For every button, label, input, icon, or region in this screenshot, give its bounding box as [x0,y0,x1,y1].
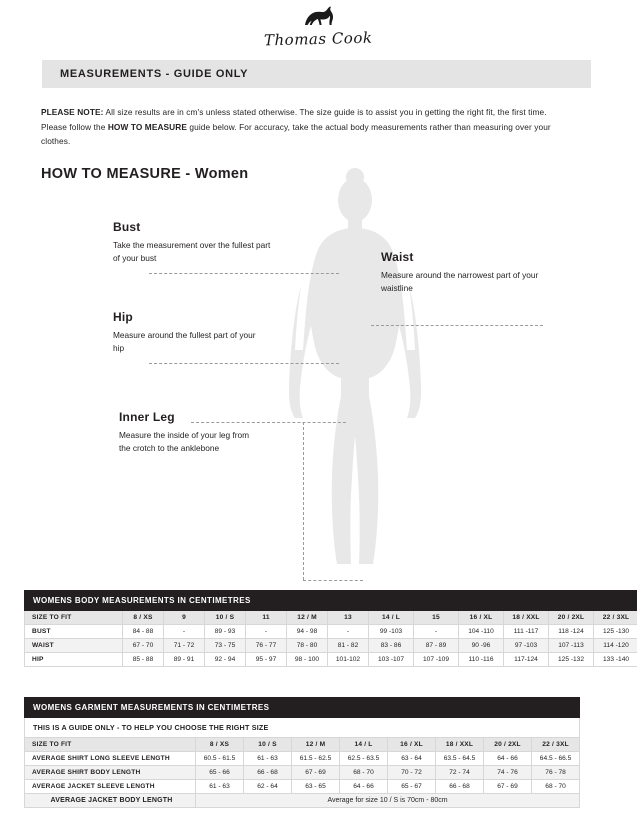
bust-guide-line [149,273,339,274]
garment-jacket-sleeve-16xl: 65 - 67 [388,780,436,794]
garment-shirt-body-10s: 66 - 68 [244,766,292,780]
garment-shirt-sleeve-18xxl: 63.5 - 64.5 [436,752,484,766]
garment-col-12m: 12 / M [292,738,340,752]
body-waist-11: 76 - 77 [246,639,287,653]
callout-bust-body: Take the measurement over the fullest part of your bust [113,240,271,263]
body-bust-18xxl: 111 -117 [504,625,549,639]
garment-shirt-body-14l: 68 - 70 [340,766,388,780]
table-row [25,794,580,808]
body-col-20-2xl: 20 / 2XL [549,611,594,625]
body-col-8xs: 8 / XS [123,611,164,625]
body-col-size-to-fit: SIZE TO FIT [25,611,123,625]
callout-inner-leg-body: Measure the inside of your leg from the crotch to the anklebone [119,430,250,453]
garment-shirt-body-12m: 67 - 69 [292,766,340,780]
garment-shirt-sleeve-14l: 62.5 - 63.5 [340,752,388,766]
body-col-9: 9 [164,611,205,625]
garment-col-20-2xl: 20 / 2XL [484,738,532,752]
body-row-bust-label: BUST [25,625,123,639]
body-waist-14l: 83 - 86 [369,639,414,653]
hip-guide-line [149,363,339,364]
body-waist-16xl: 90 -96 [459,639,504,653]
brand-name: Thomas Cook [264,28,373,50]
body-hip-11: 95 - 97 [246,653,287,667]
body-bust-10s: 89 - 93 [205,625,246,639]
body-col-10s: 10 / S [205,611,246,625]
womens-body-measurements-table [24,590,637,667]
garment-col-10s: 10 / S [244,738,292,752]
measurement-figure-area [41,160,590,580]
brand-logo [0,0,637,52]
garment-shirt-sleeve-8xs: 60.5 - 61.5 [196,752,244,766]
garment-col-16xl: 16 / XL [388,738,436,752]
body-col-14l: 14 / L [369,611,414,625]
body-hip-22-3xl: 133 -140 [594,653,637,667]
body-bust-11: - [246,625,287,639]
garment-col-8xs: 8 / XS [196,738,244,752]
table-row [25,766,580,780]
body-hip-9: 89 - 91 [164,653,205,667]
body-hip-15: 107 -109 [414,653,459,667]
garment-col-22-3xl: 22 / 3XL [532,738,580,752]
callout-waist-title: Waist [381,250,414,264]
note-part1: All size results are in cm's unless stated otherwise. The size guide is to assist you in getting the right fit, the first time. Please follow the [41,107,547,132]
table-row [25,780,580,794]
callout-inner-leg [119,410,259,454]
garment-guide-note: THIS IS A GUIDE ONLY - TO HELP YOU CHOOSE THE RIGHT SIZE [25,718,580,738]
body-hip-12m: 98 - 100 [287,653,328,667]
note-emphasis: HOW TO MEASURE [107,121,187,132]
garment-jacket-sleeve-14l: 64 - 66 [340,780,388,794]
womens-garment-measurements-table [24,697,580,808]
garment-shirt-body-8xs: 65 - 66 [196,766,244,780]
body-bust-20-2xl: 118 -124 [549,625,594,639]
table-row [25,653,637,667]
callout-bust-title: Bust [113,220,141,234]
garment-col-size-to-fit: SIZE TO FIT [25,738,196,752]
garment-jacket-sleeve-20-2xl: 67 - 69 [484,780,532,794]
body-waist-18xxl: 97 -103 [504,639,549,653]
body-waist-13: 81 - 82 [328,639,369,653]
body-col-22-3xl: 22 / 3XL [594,611,637,625]
body-col-16xl: 16 / XL [459,611,504,625]
garment-guide-note-row [25,718,580,738]
garment-jacket-sleeve-8xs: 61 - 63 [196,780,244,794]
note-part2: guide below. For accuracy, take the actual body measurements rather than measuring over your clothes. [41,121,551,147]
garment-col-14l: 14 / L [340,738,388,752]
body-bust-16xl: 104 -110 [459,625,504,639]
body-bust-12m: 94 - 98 [287,625,328,639]
table-row [25,625,637,639]
body-waist-9: 71 - 72 [164,639,205,653]
body-table-column-header-row [25,611,637,625]
table-row [25,752,580,766]
garment-jacket-sleeve-22-3xl: 68 - 70 [532,780,580,794]
callout-hip [113,310,263,354]
please-note-paragraph [41,105,551,149]
garment-row-jacket-body-label: AVERAGE JACKET BODY LENGTH [25,794,196,808]
callout-waist-body: Measure around the narrowest part of your waistline [381,270,539,293]
callout-hip-title: Hip [113,310,133,324]
callout-waist [381,250,541,294]
body-table-heading-row [25,591,637,611]
garment-table-heading: WOMENS GARMENT MEASUREMENTS IN CENTIMETRES [25,698,580,718]
body-hip-16xl: 110 -116 [459,653,504,667]
garment-jacket-sleeve-18xxl: 66 - 68 [436,780,484,794]
body-col-15: 15 [414,611,459,625]
measurements-title: MEASUREMENTS - GUIDE ONLY [60,68,249,80]
body-bust-8xs: 84 - 88 [123,625,164,639]
body-bust-9: - [164,625,205,639]
garment-shirt-sleeve-22-3xl: 64.5 - 66.5 [532,752,580,766]
body-table-heading: WOMENS BODY MEASUREMENTS IN CENTIMETRES [25,591,637,611]
body-bust-15: - [414,625,459,639]
garment-row-shirt-sleeve-label: AVERAGE SHIRT LONG SLEEVE LENGTH [25,752,196,766]
garment-table-column-header-row [25,738,580,752]
garment-row-jacket-sleeve-label: AVERAGE JACKET SLEEVE LENGTH [25,780,196,794]
garment-shirt-body-20-2xl: 74 - 76 [484,766,532,780]
body-bust-14l: 99 -103 [369,625,414,639]
body-col-18xxl: 18 / XXL [504,611,549,625]
body-col-12m: 12 / M [287,611,328,625]
body-waist-8xs: 67 - 70 [123,639,164,653]
inner-leg-vertical-line [303,422,304,580]
table-row [25,639,637,653]
body-row-hip-label: HIP [25,653,123,667]
garment-shirt-body-18xxl: 72 - 74 [436,766,484,780]
body-row-waist-label: WAIST [25,639,123,653]
garment-jacket-sleeve-10s: 62 - 64 [244,780,292,794]
body-waist-15: 87 - 89 [414,639,459,653]
body-hip-13: 101-102 [328,653,369,667]
garment-shirt-sleeve-12m: 61.5 - 62.5 [292,752,340,766]
waist-guide-line [371,325,543,326]
body-col-11: 11 [246,611,287,625]
garment-shirt-sleeve-16xl: 63 - 64 [388,752,436,766]
how-to-measure-heading: HOW TO MEASURE - Women [41,166,249,182]
garment-shirt-body-16xl: 70 - 72 [388,766,436,780]
body-waist-22-3xl: 114 -120 [594,639,637,653]
garment-shirt-sleeve-20-2xl: 64 - 66 [484,752,532,766]
body-waist-10s: 73 - 75 [205,639,246,653]
callout-bust [113,220,273,264]
garment-table-heading-row [25,698,580,718]
measurements-title-bar [42,60,591,88]
callout-inner-leg-title: Inner Leg [119,410,175,424]
note-lead: PLEASE NOTE: [41,107,104,117]
body-bust-13: - [328,625,369,639]
garment-jacket-body-average: Average for size 10 / S is 70cm - 80cm [196,794,580,808]
garment-col-18xxl: 18 / XXL [436,738,484,752]
inner-leg-bottom-line [303,580,363,581]
body-waist-20-2xl: 107 -113 [549,639,594,653]
horse-icon [264,5,372,30]
garment-shirt-sleeve-10s: 61 - 63 [244,752,292,766]
body-bust-22-3xl: 125 -130 [594,625,637,639]
body-hip-20-2xl: 125 -132 [549,653,594,667]
callout-hip-body: Measure around the fullest part of your hip [113,330,256,353]
garment-shirt-body-22-3xl: 76 - 78 [532,766,580,780]
garment-row-shirt-body-label: AVERAGE SHIRT BODY LENGTH [25,766,196,780]
body-hip-18xxl: 117-124 [504,653,549,667]
body-col-13: 13 [328,611,369,625]
body-hip-14l: 103 -107 [369,653,414,667]
body-hip-10s: 92 - 94 [205,653,246,667]
garment-jacket-sleeve-12m: 63 - 65 [292,780,340,794]
body-waist-12m: 78 - 80 [287,639,328,653]
body-hip-8xs: 85 - 88 [123,653,164,667]
